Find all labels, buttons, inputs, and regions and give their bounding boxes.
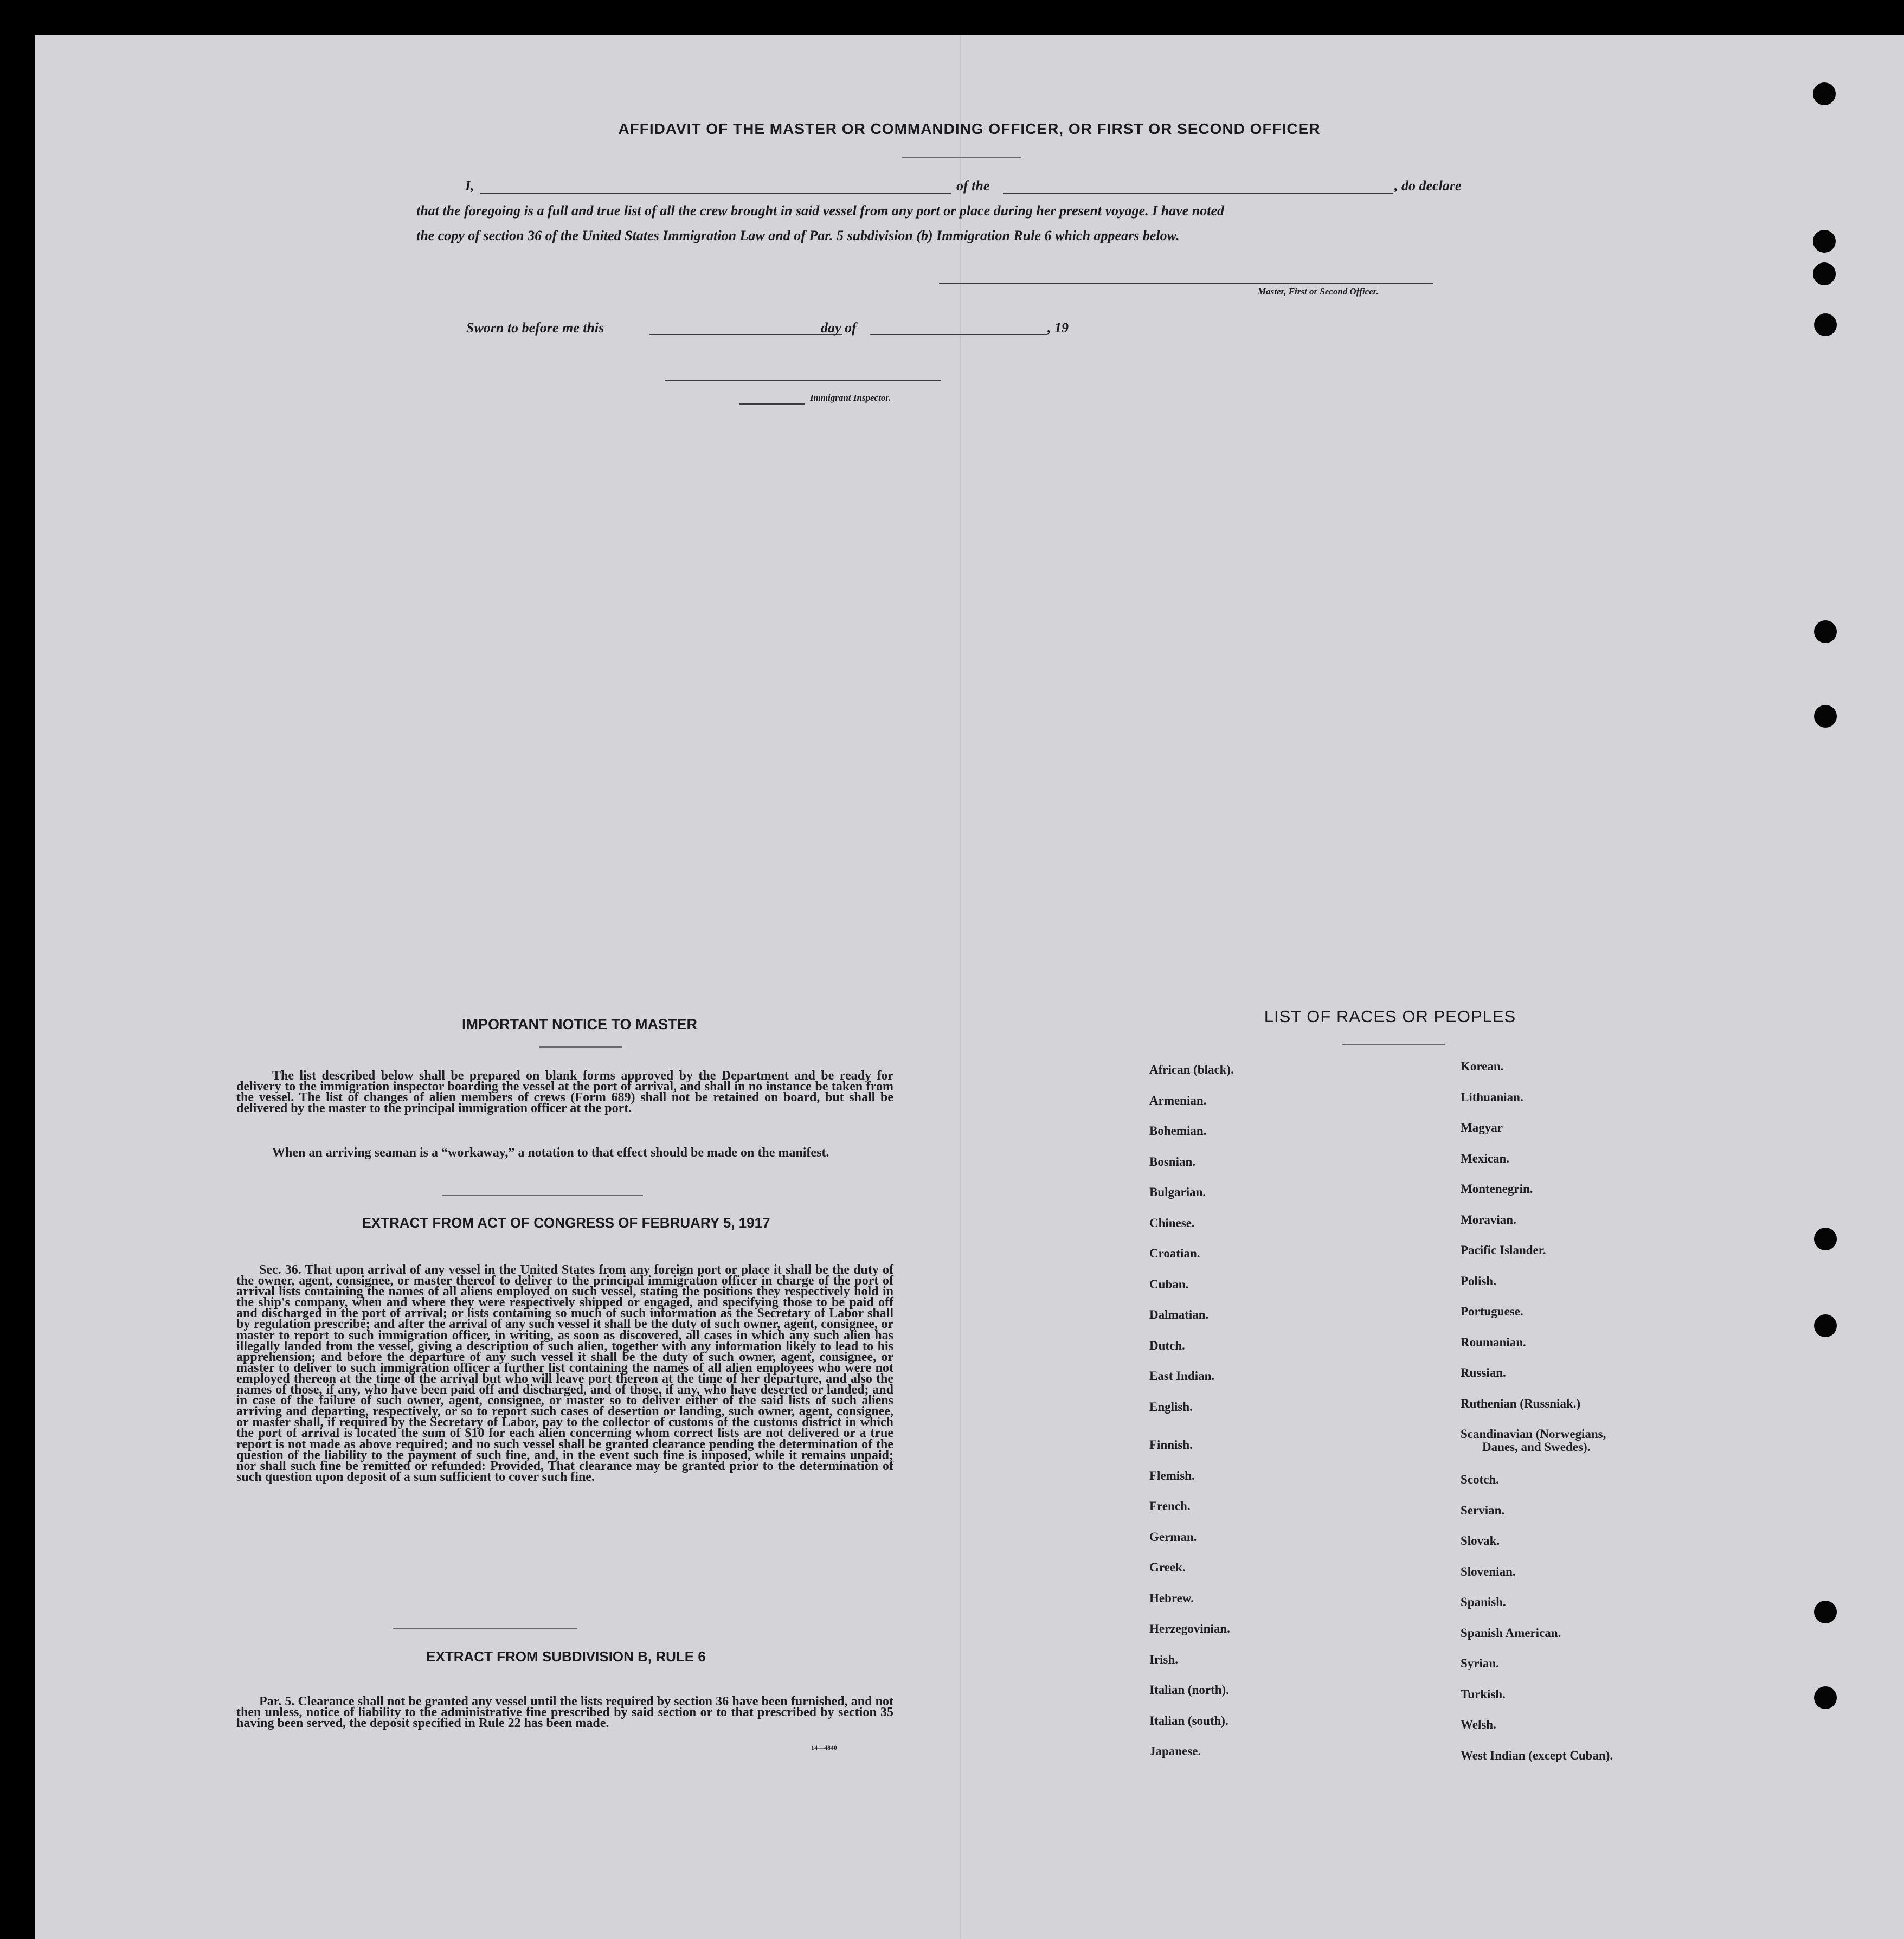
race-list-item: Servian. bbox=[1461, 1504, 1505, 1517]
race-list-item: Slovak. bbox=[1461, 1534, 1500, 1548]
punch-hole bbox=[1814, 1601, 1837, 1623]
section-36-label: Sec. 36. bbox=[259, 1263, 301, 1277]
race-list-item: Slovenian. bbox=[1461, 1565, 1516, 1578]
race-list-item: Dalmatian. bbox=[1149, 1308, 1209, 1321]
divider bbox=[539, 1046, 622, 1048]
inspector-signature-line[interactable] bbox=[665, 380, 941, 381]
section-36-paragraph bbox=[236, 1264, 893, 1482]
race-list-item: Cuban. bbox=[1149, 1277, 1189, 1291]
extract-rule-title: EXTRACT FROM SUBDIVISION B, RULE 6 bbox=[426, 1648, 706, 1665]
race-list-item: Welsh. bbox=[1461, 1718, 1496, 1731]
divider bbox=[393, 1628, 577, 1629]
sworn-year-label: , 19 bbox=[1047, 320, 1069, 336]
race-list-item: Irish. bbox=[1149, 1653, 1179, 1666]
race-list-item: Italian (south). bbox=[1149, 1714, 1228, 1728]
divider bbox=[442, 1195, 643, 1196]
race-list-item: Flemish. bbox=[1149, 1469, 1195, 1482]
officer-signature-line[interactable] bbox=[939, 283, 1433, 284]
race-list-item: Italian (north). bbox=[1149, 1683, 1229, 1697]
rule-6-text: Par. 5. Clearance shall not be granted any vessel until the lists required by section 36 have been furnished, and not then unless, notice of liability to the administrative fine prescribed by said section or to that prescribed by section 35 having been served, the deposit specified in Rule 22 has been made. bbox=[236, 1694, 893, 1730]
race-list-item: German. bbox=[1149, 1530, 1197, 1544]
race-list-item: Korean. bbox=[1461, 1060, 1504, 1073]
section-36-text: That upon arrival of any vessel in the United States from any foreign port or place it shall be the duty of the owner, agent, consignee, or master thereof to deliver to the principal immigration officer in charge of the port of arrival lists containing the names of all aliens employed on such vessel, stating the positions they respectively hold in the ship's company, when and where they were respectively shipped or engaged, and specifying those to be paid off and discharged in the port of arrival; or lists containing so much of such information as the Secretary of Labor shall by regulation prescribe; and after the arrival of any such vessel it shall be the duty of such owner, agent, consignee, or master to report to such immigration officer, in writing, as soon as discovered, all cases in which any such alien has illegally landed from the vessel, giving a description of such alien, together with any information likely to lead to his apprehension; and before the departure of any such vessel it shall be the duty of such owner, agent, consignee, or master to deliver to such immigration officer a further list containing the names of all alien employees who were not employed thereon at the time of the arrival but who will leave port thereon at the time of her departure, and also the names of those, if any, who have been paid off and discharged, and of those, if any, who have deserted or landed; and in case of the failure of such owner, agent, consignee, or master so to deliver either of the said lists of such aliens arriving and departing, respectively, or so to report such cases of desertion or landing, such owner, agent, consignee, or master shall, if required by the Secretary of Labor, pay to the collector of customs of the customs district in which the port of arrival is located the sum of $10 for each alien concerning whom correct lists are not delivered or a true report is not made as above required; and no such vessel shall be granted clearance pending the determination of the question of the liability to the payment of such fine, and, in the event such fine is imposed, while it remains unpaid; nor shall such fine be remitted or refunded: Provided, That clearance may be granted prior to the determination of such question upon deposit of a sum sufficient to cover such fine. bbox=[236, 1263, 893, 1484]
punch-hole bbox=[1813, 230, 1836, 253]
race-list-item: Bohemian. bbox=[1149, 1124, 1207, 1138]
punch-hole bbox=[1814, 1686, 1837, 1709]
officer-signature-caption: Master, First or Second Officer. bbox=[1258, 286, 1379, 297]
race-list-item: Ruthenian (Russniak.) bbox=[1461, 1397, 1581, 1410]
race-list-item: Polish. bbox=[1461, 1274, 1496, 1288]
race-list-item: Armenian. bbox=[1149, 1094, 1207, 1107]
race-list-item: Chinese. bbox=[1149, 1216, 1195, 1230]
race-list-item: Danes, and Swedes). bbox=[1482, 1440, 1591, 1454]
race-list-item: Herzegovinian. bbox=[1149, 1622, 1230, 1635]
inspector-caption: Immigrant Inspector. bbox=[810, 393, 891, 403]
punch-hole bbox=[1814, 1228, 1837, 1250]
divider bbox=[1342, 1044, 1445, 1045]
race-list-item: Finnish. bbox=[1149, 1438, 1193, 1452]
sworn-day-line[interactable] bbox=[649, 334, 842, 335]
declarant-name-line[interactable] bbox=[480, 193, 951, 194]
notice-paragraph bbox=[236, 1070, 893, 1114]
race-list-item: English. bbox=[1149, 1400, 1193, 1414]
punch-hole bbox=[1814, 705, 1837, 728]
race-list-item: East Indian. bbox=[1149, 1369, 1215, 1383]
sworn-label: Sworn to before me this bbox=[466, 320, 604, 336]
race-list-item: Spanish American. bbox=[1461, 1626, 1561, 1640]
vessel-name-line[interactable] bbox=[1003, 193, 1393, 194]
race-list-item: Russian. bbox=[1461, 1366, 1506, 1379]
affidavit-title: AFFIDAVIT OF THE MASTER OR COMMANDING OFFICER, OR FIRST OR SECOND OFFICER bbox=[618, 120, 1321, 137]
center-fold bbox=[960, 35, 961, 1939]
document-page bbox=[35, 35, 1904, 1939]
extract-act-title: EXTRACT FROM ACT OF CONGRESS OF FEBRUARY 5, 1917 bbox=[362, 1215, 770, 1231]
sworn-month-line[interactable] bbox=[870, 334, 1047, 335]
race-list-item: West Indian (except Cuban). bbox=[1461, 1749, 1613, 1762]
race-list-item: Syrian. bbox=[1461, 1657, 1499, 1670]
race-list-item: Greek. bbox=[1149, 1561, 1186, 1574]
affidavit-vessel-label: of the bbox=[956, 178, 990, 194]
race-list-item: Montenegrin. bbox=[1461, 1182, 1533, 1196]
divider bbox=[902, 157, 1021, 158]
race-list-item: Magyar bbox=[1461, 1121, 1503, 1134]
affidavit-statement: that the foregoing is a full and true list of all the crew brought in said vessel from any port or place during her present voyage. I have noted bbox=[416, 203, 1225, 219]
affidavit-statement-continued: the copy of section 36 of the United States Immigration Law and of Par. 5 subdivision (b) Immigration Rule 6 which appears below. bbox=[416, 228, 1180, 243]
race-list-item: Bulgarian. bbox=[1149, 1185, 1206, 1199]
race-list-item: Bosnian. bbox=[1149, 1155, 1196, 1168]
race-list-item: Japanese. bbox=[1149, 1744, 1201, 1758]
race-list-item: Roumanian. bbox=[1461, 1336, 1526, 1349]
notice-workaway-paragraph bbox=[236, 1147, 893, 1158]
race-list-item: Scandinavian (Norwegians, bbox=[1461, 1427, 1606, 1441]
punch-hole bbox=[1813, 82, 1836, 105]
race-list-item: Dutch. bbox=[1149, 1339, 1185, 1352]
race-list-item: Spanish. bbox=[1461, 1595, 1506, 1609]
punch-hole bbox=[1814, 1314, 1837, 1337]
race-list-item: Portuguese. bbox=[1461, 1305, 1523, 1318]
race-list-item: Turkish. bbox=[1461, 1687, 1506, 1701]
notice-workaway-text: When an arriving seaman is a “workaway,” a notation to that effect should be made on the manifest. bbox=[272, 1146, 829, 1160]
race-list-item: Moravian. bbox=[1461, 1213, 1516, 1227]
rule-6-paragraph bbox=[236, 1696, 893, 1729]
punch-hole bbox=[1814, 620, 1837, 643]
sworn-day-of-label: day of bbox=[821, 320, 857, 336]
race-list-item: Lithuanian. bbox=[1461, 1090, 1523, 1104]
race-list-item: Hebrew. bbox=[1149, 1591, 1194, 1605]
notice-title: IMPORTANT NOTICE TO MASTER bbox=[462, 1016, 697, 1032]
race-list-item: Croatian. bbox=[1149, 1247, 1200, 1260]
affidavit-declare-label: , do declare bbox=[1394, 178, 1462, 194]
races-list-title: LIST OF RACES OR PEOPLES bbox=[1264, 1007, 1516, 1026]
race-list-item: Mexican. bbox=[1461, 1152, 1510, 1165]
race-list-item: French. bbox=[1149, 1499, 1191, 1513]
race-list-item: African (black). bbox=[1149, 1063, 1234, 1076]
race-list-item: Pacific Islander. bbox=[1461, 1243, 1546, 1257]
notice-paragraph-text: The list described below shall be prepared on blank forms approved by the Department and be ready for delivery to the immigration inspector boarding the vessel at the port of arrival, and shall in no instance be taken from the vessel. The list of changes of alien members of crews (Form 689) shall not be retained on board, but shall be delivered by the master to the principal immigration officer at the port. bbox=[236, 1069, 893, 1115]
punch-hole bbox=[1814, 313, 1837, 336]
punch-hole bbox=[1813, 262, 1836, 285]
race-list-item: Scotch. bbox=[1461, 1473, 1499, 1486]
affidavit-declarant-label: I, bbox=[465, 178, 474, 194]
form-number: 14—4840 bbox=[811, 1744, 837, 1751]
inspector-caption-underline bbox=[739, 403, 805, 405]
